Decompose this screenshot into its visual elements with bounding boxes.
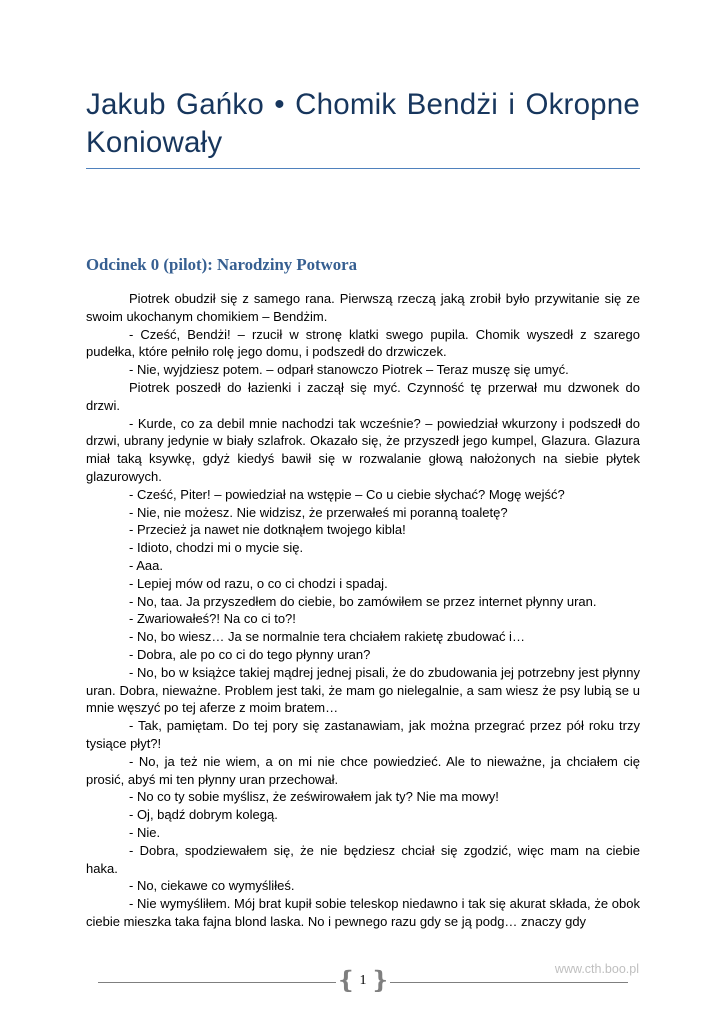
footer-url: www.cth.boo.pl	[554, 962, 639, 976]
paragraph: - No, taa. Ja przyszedłem do ciebie, bo zamówiłem se przez internet płynny uran.	[129, 593, 597, 609]
page-number: 1	[359, 973, 367, 988]
paragraph: - Cześć, Bendżi! – rzucił w stronę klatki swego pupila. Chomik wyszedł z szarego pudełka, które pełniło rolę jego domu, i podszedł do drzwiczek.	[86, 326, 640, 360]
paragraph: - Aaa.	[129, 557, 163, 573]
paragraph: - Nie, wyjdziesz potem. – odparł stanowczo Piotrek – Teraz muszę się umyć.	[129, 362, 569, 378]
paragraph: - Lepiej mów od razu, o co ci chodzi i spadaj.	[129, 575, 388, 591]
paragraph: - No, bo w książce takiej mądrej jednej pisali, że do zbudowania jej potrzebny jest płynny uran. Dobra, nieważne. Problem jest taki, że mam go nielegalnie, a sam wiesz że psy lubią se u mnie węszyć po tej aferze z moim bratem…	[86, 664, 640, 716]
paragraph: - Nie, nie możesz. Nie widzisz, że przerwałeś mi poranną toaletę?	[129, 504, 508, 520]
paragraph: - No co ty sobie myślisz, że ześwirowałem jak ty? Nie ma mowy!	[129, 789, 499, 805]
right-brace-icon: ❵	[369, 966, 390, 994]
paragraph: - Idioto, chodzi mi o mycie się.	[129, 540, 304, 556]
paragraph: - No, bo wiesz… Ja se normalnie tera chciałem rakietę zbudować i…	[129, 629, 525, 645]
paragraph: - Zwariowałeś?! Na co ci to?!	[129, 611, 296, 627]
paragraph: - Cześć, Piter! – powiedział na wstępie – Co u ciebie słychać? Mogę wejść?	[129, 486, 565, 502]
paragraph: - Oj, bądź dobrym kolegą.	[129, 807, 278, 823]
paragraph: - Przecież ja nawet nie dotknąłem twojego kibla!	[129, 522, 406, 538]
left-brace-icon: ❴	[336, 966, 357, 994]
paragraph: - Nie wymyśliłem. Mój brat kupił sobie teleskop niedawno i tak się akurat składa, że obok ciebie mieszka taka fajna blond laska. No i pewnego razu gdy se ją podg… znaczy gdy	[86, 896, 640, 929]
section-heading: Odcinek 0 (pilot): Narodziny Potwora	[86, 255, 357, 274]
paragraph: - No, ciekawe co wymyśliłeś.	[129, 878, 295, 894]
paragraph: - Dobra, ale po co ci do tego płynny uran?	[129, 646, 371, 662]
paragraph: - Nie.	[129, 824, 161, 840]
title-underline	[86, 168, 640, 169]
page-number-box	[336, 967, 390, 995]
paragraph: - Kurde, co za debil mnie nachodzi tak wcześnie? – powiedział wkurzony i podszedł do drzwi, ubrany jedynie w biały szlafrok. Okazało się, że przyszedł jego kumpel, Glazura. Glazura miał taką ksywkę, gdyż kiedyś bawił się w rozwalanie głową nałożonych na siebie płytek glazurowych.	[86, 415, 640, 484]
document-title: Jakub Gańko • Chomik Bendżi i Okropne Koniowały	[86, 88, 640, 159]
paragraph: Piotrek obudził się z samego rana. Pierwszą rzeczą jaką zrobił było przywitanie się ze swoim ukochanym chomikiem – Bendżim.	[86, 291, 640, 324]
paragraph: - No, ja też nie wiem, a on mi nie chce powiedzieć. Ale to nieważne, ja chciałem cię prosić, abyś mi ten płynny uran przechował.	[86, 753, 640, 787]
body-text	[86, 290, 640, 931]
paragraph: - Dobra, spodziewałem się, że nie będziesz chciał się zgodzić, więc mam na ciebie haka.	[86, 842, 640, 876]
paragraph: - Tak, pamiętam. Do tej pory się zastanawiam, jak można przegrać przez pół roku trzy tysiące płyt?!	[86, 718, 640, 751]
paragraph: Piotrek poszedł do łazienki i zaczął się myć. Czynność tę przerwał mu dzwonek do drzwi.	[86, 379, 640, 413]
